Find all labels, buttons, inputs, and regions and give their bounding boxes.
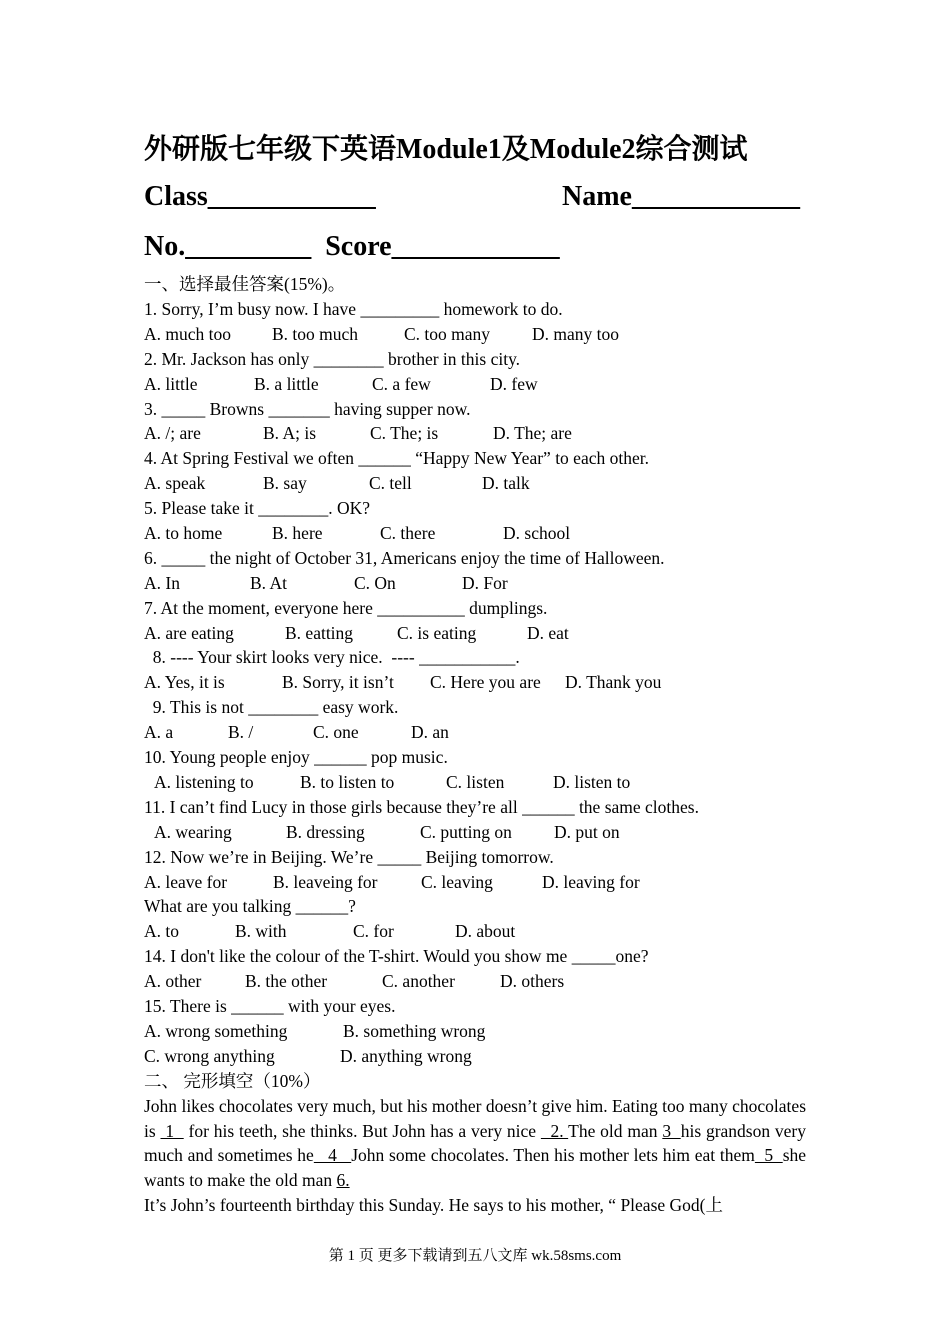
option: D. eat	[527, 622, 569, 643]
section2-heading: 二、 完形填空（10%）	[144, 1070, 321, 1091]
option: B. here	[272, 523, 323, 543]
option: C. for	[353, 921, 394, 942]
number-field: No._________	[144, 231, 312, 262]
options-row-5	[144, 521, 806, 546]
option: D. about	[455, 921, 516, 942]
option: A. listening to	[154, 771, 254, 792]
question-11: 11. I can’t find Lucy in those girls because they’re all ______ the same clothes.	[144, 796, 699, 817]
option: D. anything wrong	[340, 1045, 472, 1066]
option: D. leaving for	[542, 871, 640, 892]
options-row-11	[144, 820, 806, 845]
class-field: Class____________	[144, 181, 376, 212]
options-row-12	[144, 870, 806, 895]
option: B. A; is	[263, 423, 317, 444]
option: B. with	[235, 921, 287, 942]
options-row-15	[144, 1019, 806, 1044]
option: A. speak	[144, 473, 206, 494]
option: D. The; are	[493, 423, 572, 444]
option: C. a few	[372, 373, 431, 394]
option: D. an	[411, 722, 449, 743]
question-12: 12. Now we’re in Beijing. We’re _____ Beijing tomorrow.	[144, 846, 554, 867]
option: B. leaveing for	[273, 871, 378, 892]
options-row-7	[144, 621, 806, 646]
blank-4: 4	[313, 1145, 352, 1166]
option: A. In	[144, 572, 180, 593]
option: B. to listen to	[300, 771, 395, 792]
option: D. few	[490, 373, 538, 394]
options-row-13	[144, 919, 806, 944]
question-6: 6. _____ the night of October 31, Americans enjoy the time of Halloween.	[144, 547, 665, 568]
text-run: John likes chocolates very much, but his mother doesn’t give him. Eating too many chocolates is	[144, 1095, 806, 1141]
cloze-paragraph-1	[144, 1094, 806, 1194]
option: C. wrong anything	[144, 1045, 275, 1066]
cloze-paragraph-2: It’s John’s fourteenth birthday this Sunday. He says to his mother, “ Please God(上	[144, 1195, 723, 1216]
question-10: 10. Young people enjoy ______ pop music.	[144, 747, 448, 768]
header-row-2	[144, 222, 806, 272]
option: C. listen	[446, 771, 505, 792]
blank-3: 3	[662, 1120, 681, 1141]
option: A. /; are	[144, 423, 201, 444]
question-2: 2. Mr. Jackson has only ________ brother in this city.	[144, 348, 521, 369]
options-row-4	[144, 471, 806, 496]
option: B. say	[263, 473, 307, 494]
option: B. eatting	[285, 622, 354, 643]
option: C. one	[313, 722, 359, 743]
text-run: she wants to make the old man	[144, 1145, 807, 1191]
option: B. At	[250, 572, 287, 593]
blank-2: 2.	[540, 1120, 569, 1141]
option: D. others	[500, 971, 565, 992]
extra-options-row	[144, 1044, 806, 1069]
section1-heading: 一、选择最佳答案(15%)。	[144, 274, 346, 294]
page-footer: 第 1 页 更多下载请到五八文库 wk.58sms.com	[328, 1248, 622, 1264]
option: A. Yes, it is	[144, 672, 225, 693]
option: D. listen to	[553, 771, 631, 792]
option: C. leaving	[421, 871, 493, 892]
question-5: 5. Please take it ________. OK?	[144, 498, 370, 519]
option: B. a little	[254, 373, 319, 394]
text-run: John some chocolates. Then his mother lets him eat them	[351, 1145, 755, 1166]
question-8: 8. ---- Your skirt looks very nice. ---- ___________.	[144, 647, 520, 668]
option: C. another	[382, 971, 455, 992]
option: C. Here you are	[430, 672, 541, 693]
option: A. wrong something	[144, 1020, 288, 1041]
option: A. much too	[144, 323, 232, 344]
option: C. On	[354, 572, 396, 593]
options-row-9	[144, 720, 806, 745]
question-1: 1. Sorry, I’m busy now. I have _________ homework to do.	[144, 298, 563, 319]
option: D. talk	[482, 473, 530, 494]
option: D. For	[462, 572, 508, 593]
name-field: Name____________	[562, 181, 800, 212]
option: C. The; is	[370, 423, 439, 444]
blank-6: 6.	[336, 1170, 350, 1191]
score-field: Score____________	[325, 231, 560, 262]
option: A. to home	[144, 523, 223, 543]
text-run: The old man	[568, 1120, 663, 1141]
header-row-1	[144, 172, 806, 222]
option: B. something wrong	[343, 1020, 486, 1041]
option: A. to	[144, 921, 179, 942]
text-run: his grandson very much and sometimes he	[144, 1120, 807, 1166]
question-9: 9. This is not ________ easy work.	[144, 697, 399, 718]
question-15: 15. There is ______ with your eyes.	[144, 996, 396, 1017]
option: A. a	[144, 722, 174, 743]
question-14: 14. I don't like the colour of the T-shirt. Would you show me _____one?	[144, 946, 649, 967]
options-row-8	[144, 670, 806, 695]
option: D. many too	[532, 323, 620, 344]
question-list	[144, 297, 806, 1044]
option: B. the other	[245, 971, 328, 992]
option: A. are eating	[144, 622, 234, 643]
options-row-1	[144, 322, 806, 347]
question-7: 7. At the moment, everyone here __________ dumplings.	[144, 597, 548, 618]
options-row-6	[144, 571, 806, 596]
option: A. little	[144, 373, 198, 394]
options-row-2	[144, 372, 806, 397]
option: D. Thank you	[565, 672, 662, 693]
option: A. wearing	[154, 821, 232, 842]
option: D. put on	[554, 821, 620, 842]
question-3: 3. _____ Browns _______ having supper now.	[144, 398, 471, 419]
option: B. too much	[272, 323, 359, 344]
option: C. there	[380, 523, 436, 543]
blank-5: 5	[754, 1145, 783, 1166]
text-run: for his teeth, she thinks. But John has a very nice	[183, 1120, 541, 1141]
options-row-14	[144, 969, 806, 994]
options-row-10	[144, 770, 806, 795]
question-13: What are you talking ______?	[144, 896, 356, 917]
question-4: 4. At Spring Festival we often ______ “Happy New Year” to each other.	[144, 448, 649, 469]
option: C. is eating	[397, 622, 477, 643]
document-title: 外研版七年级下英语Module1及Module2综合测试	[144, 134, 748, 165]
option: B. /	[228, 722, 254, 743]
blank-1: 1	[160, 1120, 184, 1141]
option: A. other	[144, 971, 202, 992]
option: B. dressing	[286, 821, 365, 842]
option: C. tell	[369, 473, 412, 494]
option: B. Sorry, it isn’t	[282, 672, 394, 693]
option: D. school	[503, 523, 571, 543]
document-page	[144, 128, 806, 1218]
option: C. too many	[404, 323, 491, 344]
option: C. putting on	[420, 821, 512, 842]
option: A. leave for	[144, 871, 228, 892]
options-row-3	[144, 421, 806, 446]
